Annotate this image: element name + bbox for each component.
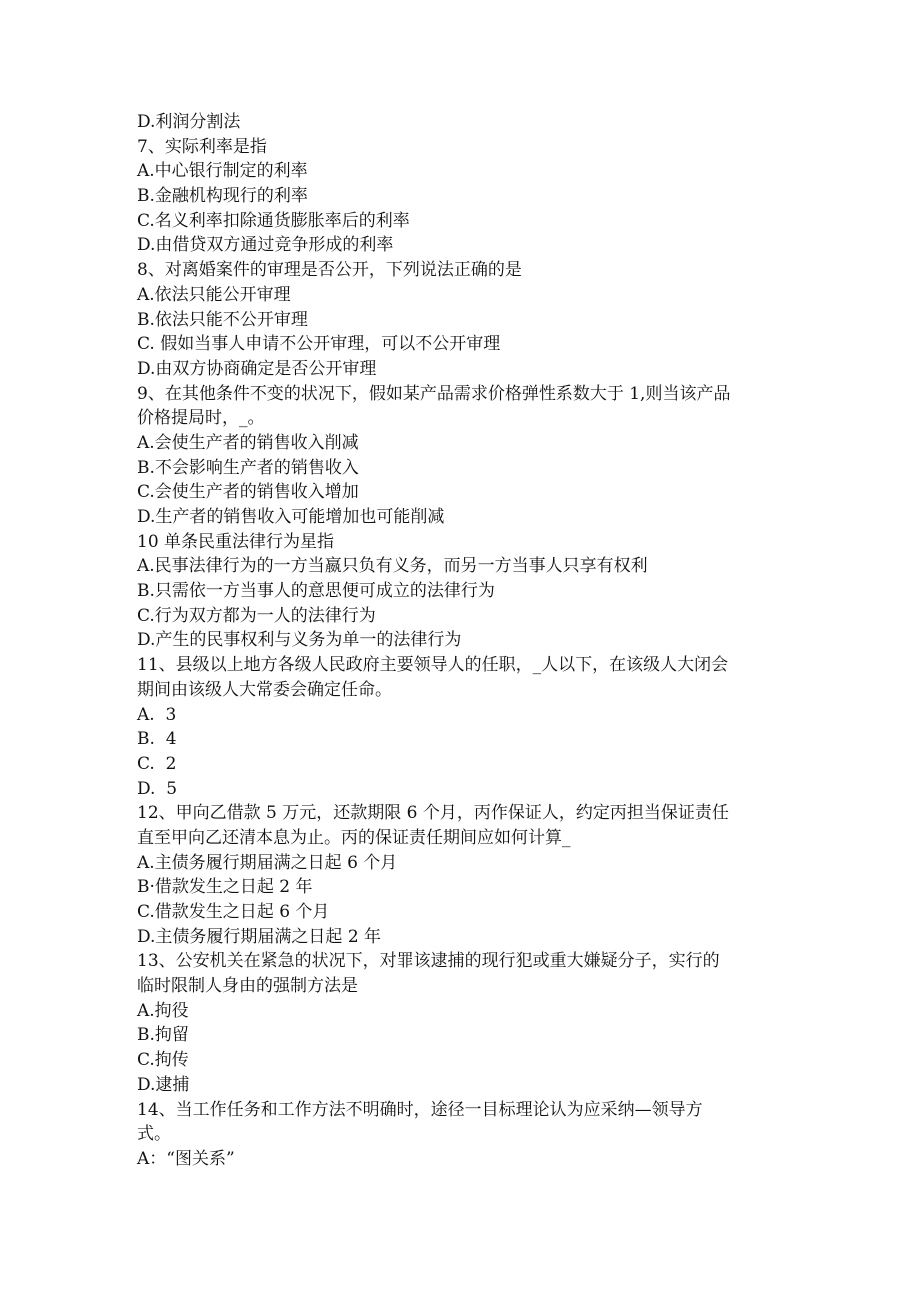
option-line: B. 4 bbox=[137, 729, 177, 750]
option-line: D.生产者的销售收入可能增加也可能削减 bbox=[137, 507, 445, 527]
option-line: A.主债务履行期届满之日起 6 个月 bbox=[137, 852, 398, 873]
option-line: C.借款发生之日起 6 个月 bbox=[137, 902, 330, 922]
option-line: A.民事法律行为的一方当嬴只负有义务，而另一方当事人只享有权利 bbox=[137, 556, 648, 577]
question-9-continued: 价格提局时，_。 bbox=[137, 408, 265, 429]
option-line: A：“图关系” bbox=[137, 1148, 235, 1169]
document-page bbox=[137, 110, 797, 1172]
question-12-continued: 直至甲向乙还清本息为止。丙的保证责任期间应如何计算_ bbox=[137, 827, 571, 848]
text-line: D.利润分割法 bbox=[137, 112, 241, 132]
option-line: B.依法只能不公开审理 bbox=[137, 309, 308, 330]
option-line: C. 2 bbox=[137, 753, 177, 774]
option-line: C.会使生产者的销售收入增加 bbox=[137, 482, 359, 503]
question-13: 13、公安机关在紧急的状况下，对罪该逮捕的现行犯或重大嫌疑分子，实行的 bbox=[137, 951, 720, 972]
option-line: D.由借贷双方通过竞争形成的利率 bbox=[137, 235, 394, 256]
question-11-continued: 期间由该级人大常委会确定任命。 bbox=[137, 679, 392, 700]
option-line: B.金融机构现行的利率 bbox=[137, 186, 308, 207]
option-line: C.名义利率扣除通货膨胀率后的利率 bbox=[137, 210, 410, 231]
option-line: D.逮捕 bbox=[137, 1074, 190, 1095]
question-12: 12、甲向乙借款 5 万元，还款期限 6 个月，丙作保证人，约定丙担当保证责任 bbox=[137, 803, 729, 824]
option-line: B.不会影响生产者的销售收入 bbox=[137, 457, 359, 478]
option-line: D. 5 bbox=[137, 778, 178, 799]
question-9: 9、在其他条件不变的状况下，假如某产品需求价格弹性系数大于 1,则当该产品 bbox=[137, 383, 731, 404]
option-line: C.行为双方都为一人的法律行为 bbox=[137, 605, 376, 626]
option-line: C. 假如当事人申请不公开审理，可以不公开审理 bbox=[137, 334, 501, 355]
option-line: D.由双方协商确定是否公开审理 bbox=[137, 358, 377, 379]
option-line: A.依法只能公开审理 bbox=[137, 284, 291, 305]
question-8: 8、对离婚案件的审理是否公开，下列说法正确的是 bbox=[137, 260, 522, 281]
option-line: B.拘留 bbox=[137, 1025, 189, 1046]
question-11: 11、县级以上地方各级人民政府主要领导人的任职，_人以下，在该级人大闭会 bbox=[137, 655, 729, 676]
option-line: A. 3 bbox=[137, 704, 177, 725]
option-line: A.拘役 bbox=[137, 1000, 189, 1021]
option-line: B.只需依一方当事人的意思便可成立的法律行为 bbox=[137, 581, 495, 602]
question-7: 7、实际利率是指 bbox=[137, 136, 267, 157]
question-14: 14、当工作任务和工作方法不明确时，途径一目标理论认为应采纳—领导方 bbox=[137, 1099, 703, 1120]
option-line: C.拘传 bbox=[137, 1050, 189, 1071]
option-line: D.主债务履行期届满之日起 2 年 bbox=[137, 926, 382, 947]
question-14-continued: 式。 bbox=[137, 1124, 171, 1145]
question-13-continued: 临时限制人身由的强制方法是 bbox=[137, 976, 358, 997]
question-10: 10 单条民重法律行为星指 bbox=[137, 531, 335, 552]
option-line: B·借款发生之日起 2 年 bbox=[137, 877, 313, 898]
option-line: A.会使生产者的销售收入削减 bbox=[137, 432, 359, 453]
option-line: A.中心银行制定的利率 bbox=[137, 161, 308, 182]
option-line: D.产生的民事权利与义务为单一的法律行为 bbox=[137, 630, 462, 651]
